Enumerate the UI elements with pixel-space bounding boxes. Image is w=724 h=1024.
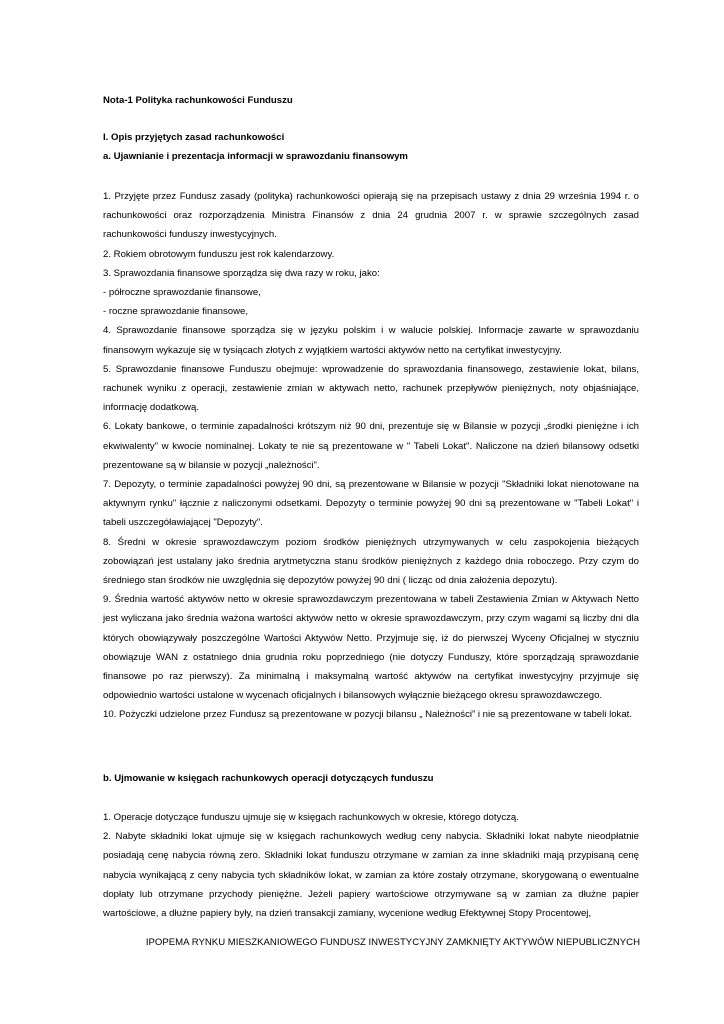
section-b-body (103, 808, 639, 923)
list-item: - półroczne sprawozdanie finansowe, (103, 287, 261, 299)
paragraph: 10. Pożyczki udzielone przez Fundusz są prezentowane w pozycji bilansu „ Należności” i nie są prezentowane w tabeli lokat. (103, 709, 632, 721)
section-b-heading: b. Ujmowanie w księgach rachunkowych operacji dotyczących funduszu (103, 773, 434, 784)
paragraph: 1. Przyjęte przez Fundusz zasady (polityka) rachunkowości opierają się na przepisach ustawy z dnia 29 września 1994 r. o rachunkowości oraz rozporządzenia Ministra Finansów z dnia 24 grudnia 2007 r. w sprawie szczególnych zasad rachunkowości funduszy inwestycyjnych. (103, 191, 639, 241)
paragraph: 3. Sprawozdania finansowe sporządza się dwa razy w roku, jako: (103, 267, 380, 279)
paragraph: 2. Nabyte składniki lokat ujmuje się w księgach rachunkowych według ceny nabycia. Składniki lokat nabyte nieodpłatnie posiadają cenę nabycia równą zero. Składniki lokat funduszu otrzymane w zamian za inne składniki mają przypisaną cenę nabycia wynikającą z ceny nabycia tych składników lokat, w zamian za które zostały otrzymane, skorygowaną o ewentualne dopłaty lub otrzymane przychody pieniężne. Jeżeli papiery wartościowe otrzymywane są w zamian za dłużne papier wartościowe, a dłużne papiery były, na dzień transakcji zamiany, wycenione według Efektywnej Stopy Procentowej, (103, 831, 639, 920)
paragraph: 9. Średnia wartość aktywów netto w okresie sprawozdawczym prezentowana w tabeli Zestawienia Zmian w Aktywach Netto jest wyliczana jako średnia ważona wartości aktywów netto w okresie sprawozdawczym, przy czym wagami są liczby dni dla których obowiązywały poszczególne Wartości Aktywów Netto. Przyjmuje się, iż do pierwszej Wyceny Oficjalnej w styczniu obowiązuje WAN z ostatniego dnia grudnia roku poprzedniego (nie dotyczy Funduszy, które sporządzają sprawozdanie finansowe po raz pierwszy). Za minimalną i maksymalną wartość aktywów na certyfikat inwestycyjny przyjmuje się odpowiednio wartości ustalone w wycenach oficjalnych i bilansowych wyłącznie bieżącego okresu sprawozdawczego. (103, 594, 639, 702)
section-a-body (103, 187, 639, 725)
paragraph: 6. Lokaty bankowe, o terminie zapadalności krótszym niż 90 dni, prezentuje się w Bilansie w pozycji „środki pieniężne i ich ekwiwalenty” w kwocie nominalnej. Lokaty te nie są prezentowane w " Tabeli Lokat". Naliczone na dzień bilansowy odsetki prezentowane są w bilansie w pozycji „należności”. (103, 421, 639, 471)
paragraph: 4. Sprawozdanie finansowe sporządza się w języku polskim i w walucie polskiej. Informacje zawarte w sprawozdaniu finansowym wykazuje się w tysiącach złotych z wyjątkiem wartości aktywów netto na certyfikat inwestycyjny. (103, 325, 639, 356)
section-1-heading: I. Opis przyjętych zasad rachunkowości (103, 132, 285, 143)
list-item: - roczne sprawozdanie finansowe, (103, 306, 249, 318)
paragraph: 8. Średni w okresie sprawozdawczym poziom środków pieniężnych utrzymywanych w celu zaspokojenia bieżących zobowiązań jest ustalany jako średnia arytmetyczna stanu środków pieniężnych z każdego dnia roboczego. Przy czym do średniego stan środków nie uwzględnia się depozytów powyżej 90 dni ( licząc od dnia założenia depozytu). (103, 536, 639, 587)
paragraph: 1. Operacje dotyczące funduszu ujmuje się w księgach rachunkowych w okresie, którego dotyczą. (103, 812, 519, 823)
section-a-heading: a. Ujawnianie i prezentacja informacji w sprawozdaniu finansowym (103, 151, 408, 162)
paragraph: 5. Sprawozdanie finansowe Funduszu obejmuje: wprowadzenie do sprawozdania finansowego, zestawienie lokat, bilans, rachunek wyniku z operacji, zestawienie zmian w aktywach netto, rachunek przepływów pieniężnych, noty objaśniające, informację dodatkową. (103, 363, 639, 414)
paragraph: 2. Rokiem obrotowym funduszu jest rok kalendarzowy. (103, 248, 335, 260)
page-footer: IPOPEMA RYNKU MIESZKANIOWEGO FUNDUSZ INWESTYCYJNY ZAMKNIĘTY AKTYWÓW NIEPUBLICZNYCH (145, 937, 640, 948)
document-title: Nota-1 Polityka rachunkowości Funduszu (103, 95, 293, 106)
paragraph: 7. Depozyty, o terminie zapadalności powyżej 90 dni, są prezentowane w Bilansie w pozycji "Składniki lokat nienotowane na aktywnym rynku" łącznie z naliczonymi odsetkami. Depozyty o terminie powyżej 90 dni są prezentowane w "Tabeli Lokat" i tabeli uszczegóławiającej "Depozyty". (103, 479, 639, 529)
